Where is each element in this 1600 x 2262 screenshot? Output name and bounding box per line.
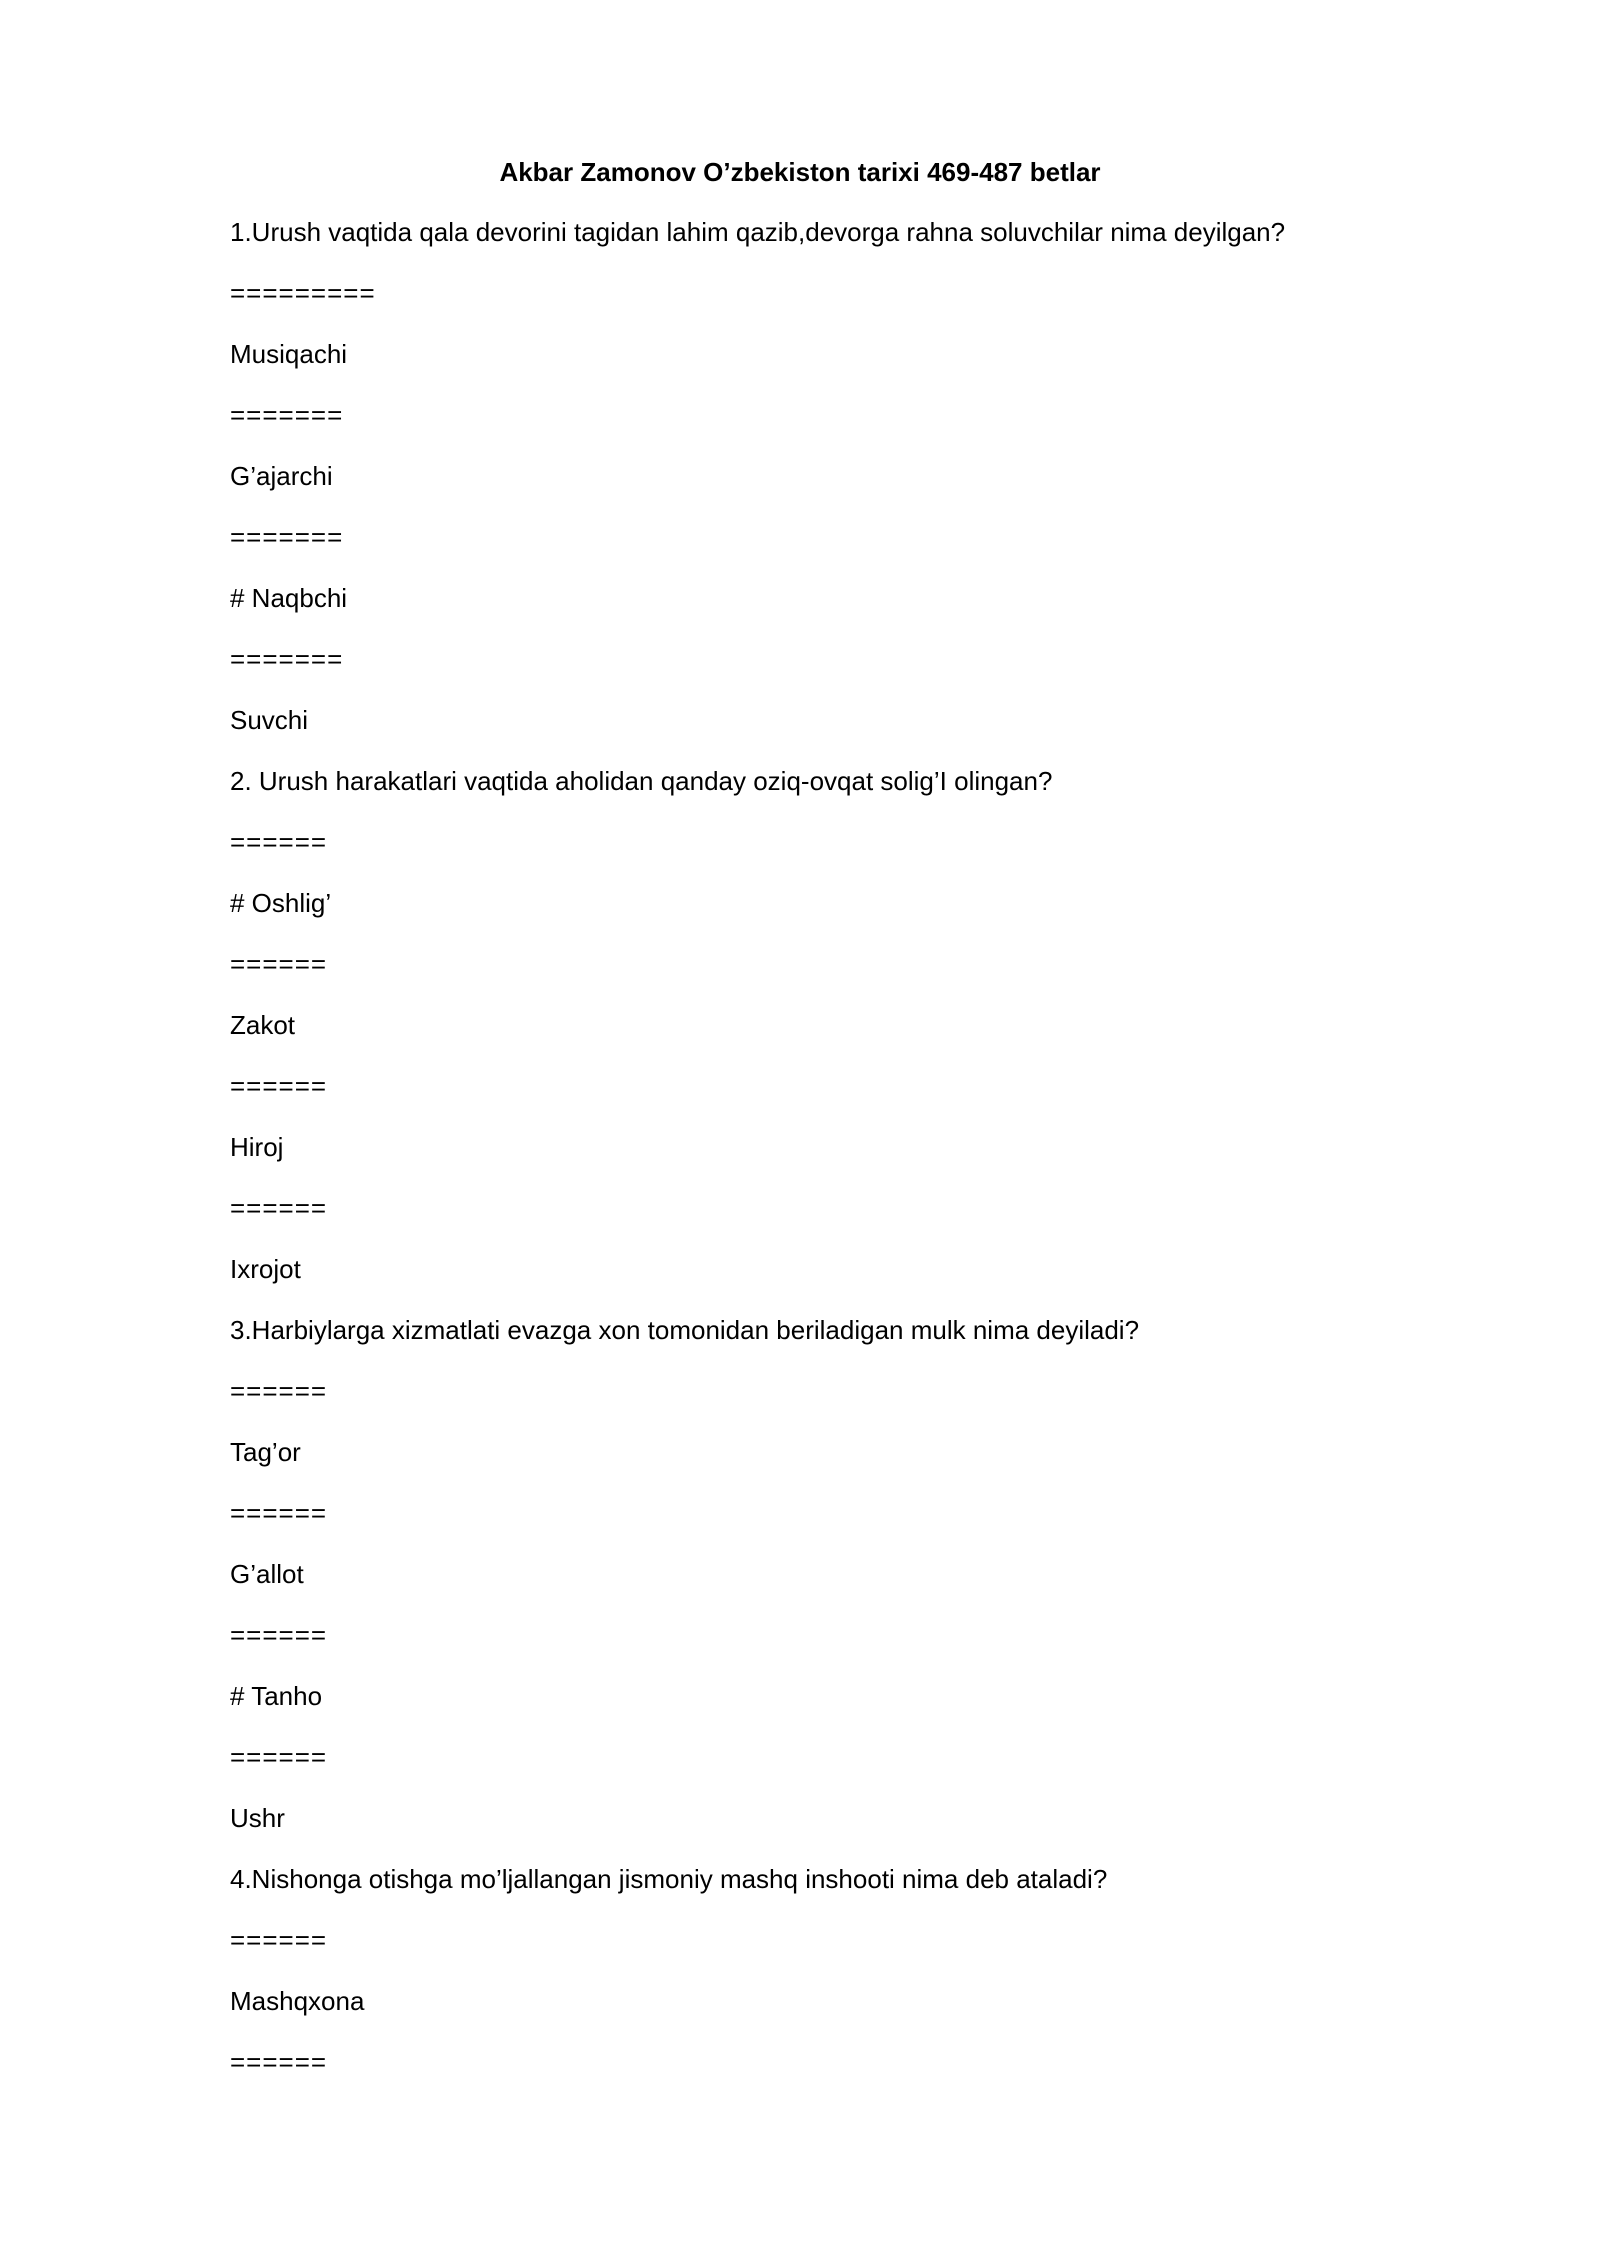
correct-answer-option: # Oshlig’ [230, 888, 332, 918]
correct-answer-option: # Tanho [230, 1681, 323, 1711]
answer-option: Ushr [230, 1803, 285, 1833]
answer-option: Hiroj [230, 1132, 284, 1162]
separator-line: ====== [230, 1071, 328, 1101]
separator-line: ======= [230, 644, 344, 674]
question-text: 4.Nishonga otishga mo’ljallangan jismoniy mashq inshooti nima deb ataladi? [230, 1864, 1108, 1894]
separator-line: ====== [230, 1620, 328, 1650]
separator-line: ======= [230, 400, 344, 430]
correct-answer-option: # Naqbchi [230, 583, 348, 613]
document-title: Akbar Zamonov O’zbekiston tarixi 469-487 betlar [499, 157, 1101, 187]
answer-option: Suvchi [230, 705, 309, 735]
question-text: 3.Harbiylarga xizmatlati evazga xon tomonidan beriladigan mulk nima deyiladi? [230, 1315, 1140, 1345]
answer-option: G’allot [230, 1559, 304, 1589]
answer-option: Mashqxona [230, 1986, 365, 2016]
separator-line: ======= [230, 522, 344, 552]
separator-line: ====== [230, 1925, 328, 1955]
answer-option: Zakot [230, 1010, 296, 1040]
separator-line: ====== [230, 827, 328, 857]
separator-line: ====== [230, 1376, 328, 1406]
answer-option: Musiqachi [230, 339, 348, 369]
separator-line: ====== [230, 1193, 328, 1223]
separator-line: ====== [230, 1498, 328, 1528]
document-body [230, 214, 1430, 2105]
separator-line: ====== [230, 1742, 328, 1772]
question-text: 1.Urush vaqtida qala devorini tagidan lahim qazib,devorga rahna soluvchilar nima deyilgan? [230, 217, 1286, 247]
answer-option: Tag’or [230, 1437, 301, 1467]
separator-line: ========= [230, 278, 376, 308]
answer-option: Ixrojot [230, 1254, 301, 1284]
separator-line: ====== [230, 949, 328, 979]
answer-option: G’ajarchi [230, 461, 333, 491]
separator-line: ====== [230, 2047, 328, 2077]
question-text: 2. Urush harakatlari vaqtida aholidan qanday oziq-ovqat solig’I olingan? [230, 766, 1053, 796]
